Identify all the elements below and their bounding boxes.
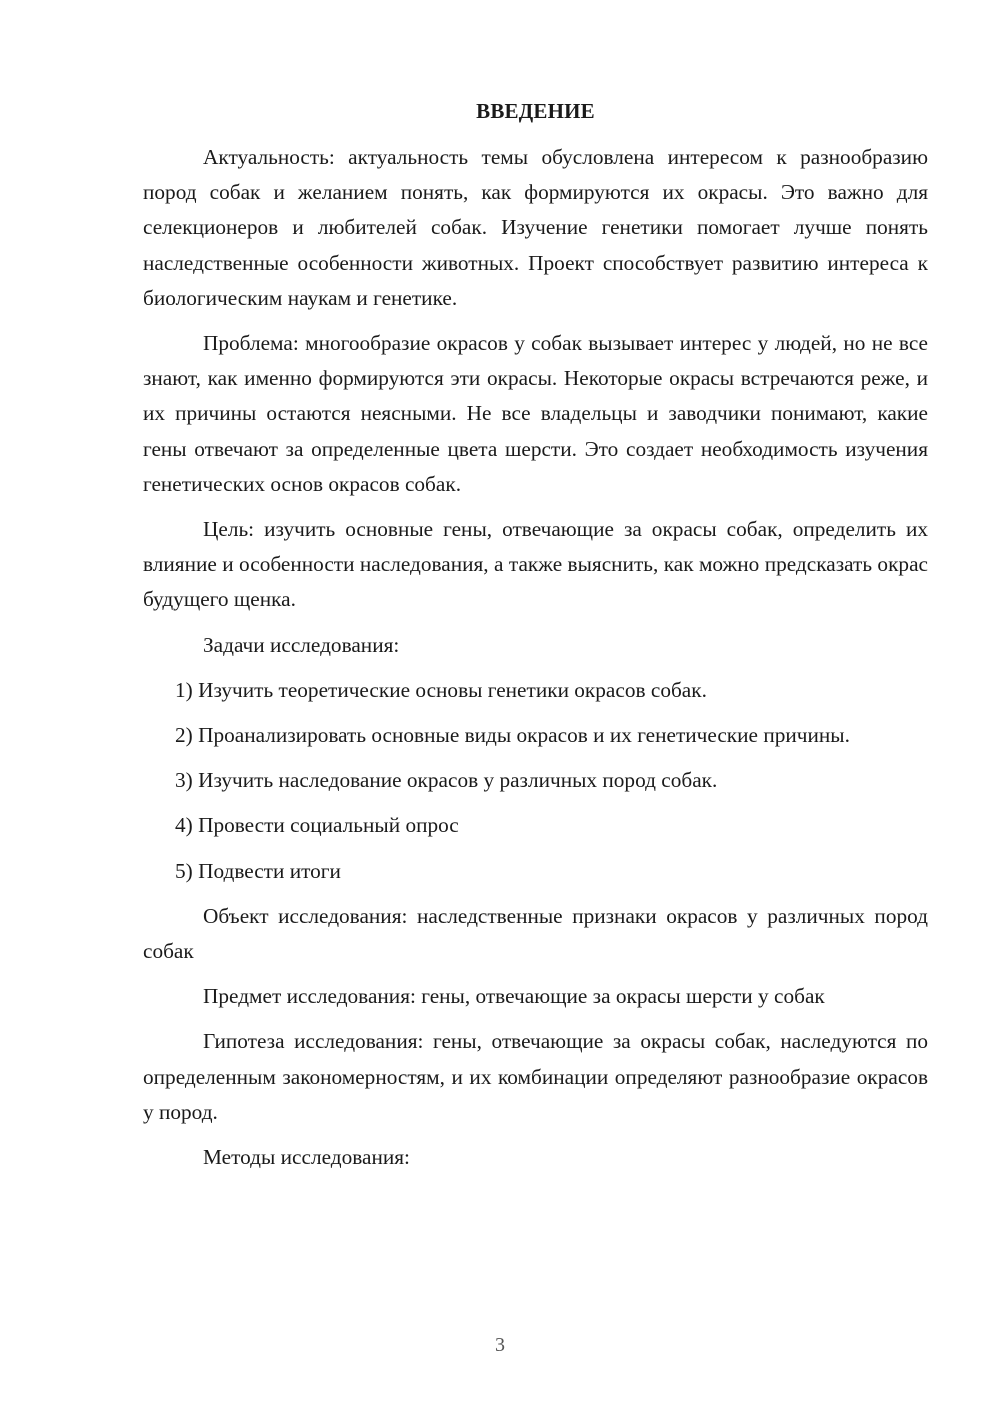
list-item-task-1: 1) Изучить теоретические основы генетики окрасов собак. (175, 677, 707, 702)
paragraph-subject: Предмет исследования: гены, отвечающие за окрасы шерсти у собак (203, 984, 825, 1009)
paragraph-goal: Цель: изучить основные гены, отвечающие за окрасы собак, определить их влияние и особенности наследования, а также выяснить, как можно предсказать окрас будущего щенка. (143, 517, 928, 612)
list-item-task-2: 2) Проанализировать основные виды окрасов и их генетические причины. (175, 723, 850, 748)
list-item-task-4: 4) Провести социальный опрос (175, 813, 459, 838)
paragraph-object: Объект исследования: наследственные признаки окрасов у различных пород собак (143, 903, 928, 964)
paragraph-problem: Проблема: многообразие окрасов у собак вызывает интерес у людей, но не все знают, как именно формируются эти окрасы. Некоторые окрасы встречаются реже, и их причины остаются неясными. Не все владельцы и заводчики понимают, какие гены отвечают за определенные цвета шерсти. Это создает необходимость изучения генетических основ окрасов собак. (143, 331, 928, 496)
page-number: 3 (495, 1334, 505, 1356)
paragraph-methods: Методы исследования: (203, 1145, 410, 1170)
paragraph-relevance: Актуальность: актуальность темы обусловлена интересом к разнообразию пород собак и желанием понять, как формируются их окрасы. Это важно для селекционеров и любителей собак. Изучение генетики помогает лучше понять наследственные особенности животных. Проект способствует развитию интереса к биологическим наукам и генетике. (143, 145, 928, 310)
list-item-task-3: 3) Изучить наследование окрасов у различных пород собак. (175, 768, 718, 793)
page-title: ВВЕДЕНИЕ (476, 99, 595, 123)
document-page (143, 95, 928, 1185)
list-item-task-5: 5) Подвести итоги (175, 858, 341, 883)
paragraph-tasks-heading: Задачи исследования: (203, 632, 400, 657)
paragraph-hypothesis: Гипотеза исследования: гены, отвечающие за окрасы собак, наследуются по определенным закономерностям, и их комбинации определяют разнообразие окрасов у пород. (143, 1029, 928, 1124)
